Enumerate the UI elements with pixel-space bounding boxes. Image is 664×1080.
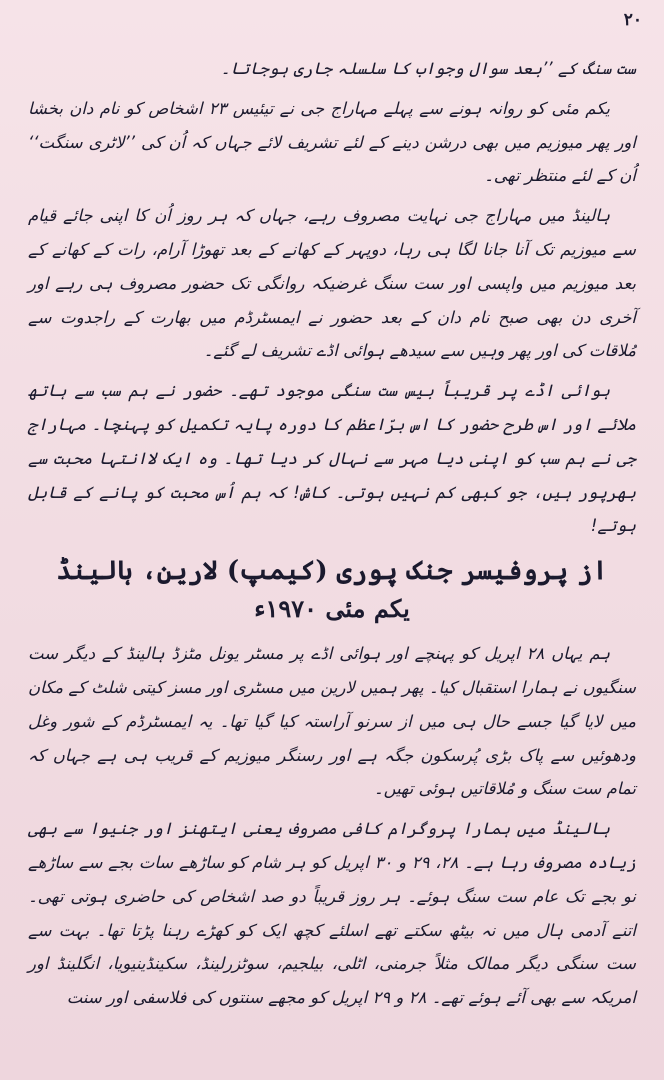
paragraph-holland-schedule: ہالینڈ میں مہاراج جی نہایت مصروف رہے، جہاں کہ ہر روز اُن کا اپنی جائے قیام سے میوزیم تک آنا جانا لگا ہی رہا، دوپہر کے کھانے کے بعد تھوڑا آرام، رات کے کھانے کے بعد میوزیم میں واپسی اور ست سنگ غرضیکہ روانگی تک حضور مصروف ہی رہے اور آخری دن بھی صبح نام دان کے بعد حضور نے ایمسٹرڈم میں بھارت کے راجدوت سے مُلاقات کی اور پھر وہیں سے سیدھے ہوائی اڈے تشریف لے گئے۔ — [28, 206, 636, 361]
section-date: یکم مئی ۱۹۷۰ء — [254, 594, 410, 624]
section-heading: از پروفیسر جنک پوری (کیمپ) لارین، ہالینڈ — [56, 556, 608, 587]
page-number: ۲۰ — [623, 10, 642, 30]
paragraph-holland-program: ہالینڈ میں ہمارا پروگرام کافی مصروف یعنی ایتھنز اور جنیوا سے بھی زیادہ مصروف رہا ہے۔ ۲۸، ۲۹ و ۳۰ اپریل کو ہر شام کو ساڑھے سات بجے سے ساڑھے نو بجے تک عام ست سنگ ہوئے۔ ہر روز قریباً دو صد اشخاص کی حاضری ہوتی تھی۔ اتنے آدمی ہال میں نہ بیٹھ سکتے تھے اسلئے کچھ ایک کو کھڑے رہنا پڑتا تھا۔ بہت سے ست سنگی دیگر ممالک مثلاً جرمنی، اٹلی، بیلجیم، سوٹزرلینڈ، سکینڈینیویا، انگلینڈ اور امریکہ سے بھی آئے ہوئے تھے۔ ۲۸ و ۲۹ اپریل کو مجھے سنتوں کی فلاسفی اور سنت — [28, 819, 636, 1008]
paragraph-naam-daan: یکم مئی کو روانہ ہونے سے پہلے مہاراج جی نے تیئیس ۲۳ اشخاص کو نام دان بخشا اور پھر میوزیم میں بھی درشن دینے کے لئے تشریف لائے جہاں کہ اُن کی ’’لاٹری سنگت‘‘ اُن کے لئے منتظر تھی۔ — [28, 98, 636, 186]
paragraph-airport-farewell: ہوائی اڈے پر قریباً بیس ست سنگی موجود تھے۔ حضور نے ہم سب سے ہاتھ ملائے اور اس طرح حضور کا اس برّاعظم کا دورہ پایہ تکمیل کو پہنچا۔ مہاراج جی نے ہم سب کو اپنی دیا مہر سے نہال کر دیا تھا۔ وہ ایک لاانتہا محبت سے بھرپور ہیں، جو کبھی کم نہیں ہوتی۔ کاش! کہ ہم اُس محبت کو پانے کے قابل ہوتے! — [28, 381, 636, 536]
paragraph-satsang-qa: ست سنگ کے ’’بعد سوال وجواب کا سلسلہ جاری ہوجاتا۔ — [220, 59, 636, 78]
page-body — [28, 52, 636, 1015]
paragraph-arrival-laren: ہم یہاں ۲۸ اپریل کو پہنچے اور ہوائی اڈے پر مسٹر یونل مٹزڈ ہالینڈ کے دیگر ست سنگیوں نے ہمارا استقبال کیا۔ پھر ہمیں لارین میں مسٹری اور مسز کیتی شلٹ کے مکان میں لایا گیا جسے حال ہی میں از سرنو آراستہ کیا گیا تھا۔ یہ ایمسٹرڈم کے شور وغل ودھوئیں سے پاک بڑی پُرسکون جگہ ہے اور رسنگر میوزیم کے قریب ہی ہے جہاں کہ تمام ست سنگ و مُلاقاتیں ہوئی تھیں۔ — [28, 644, 636, 799]
